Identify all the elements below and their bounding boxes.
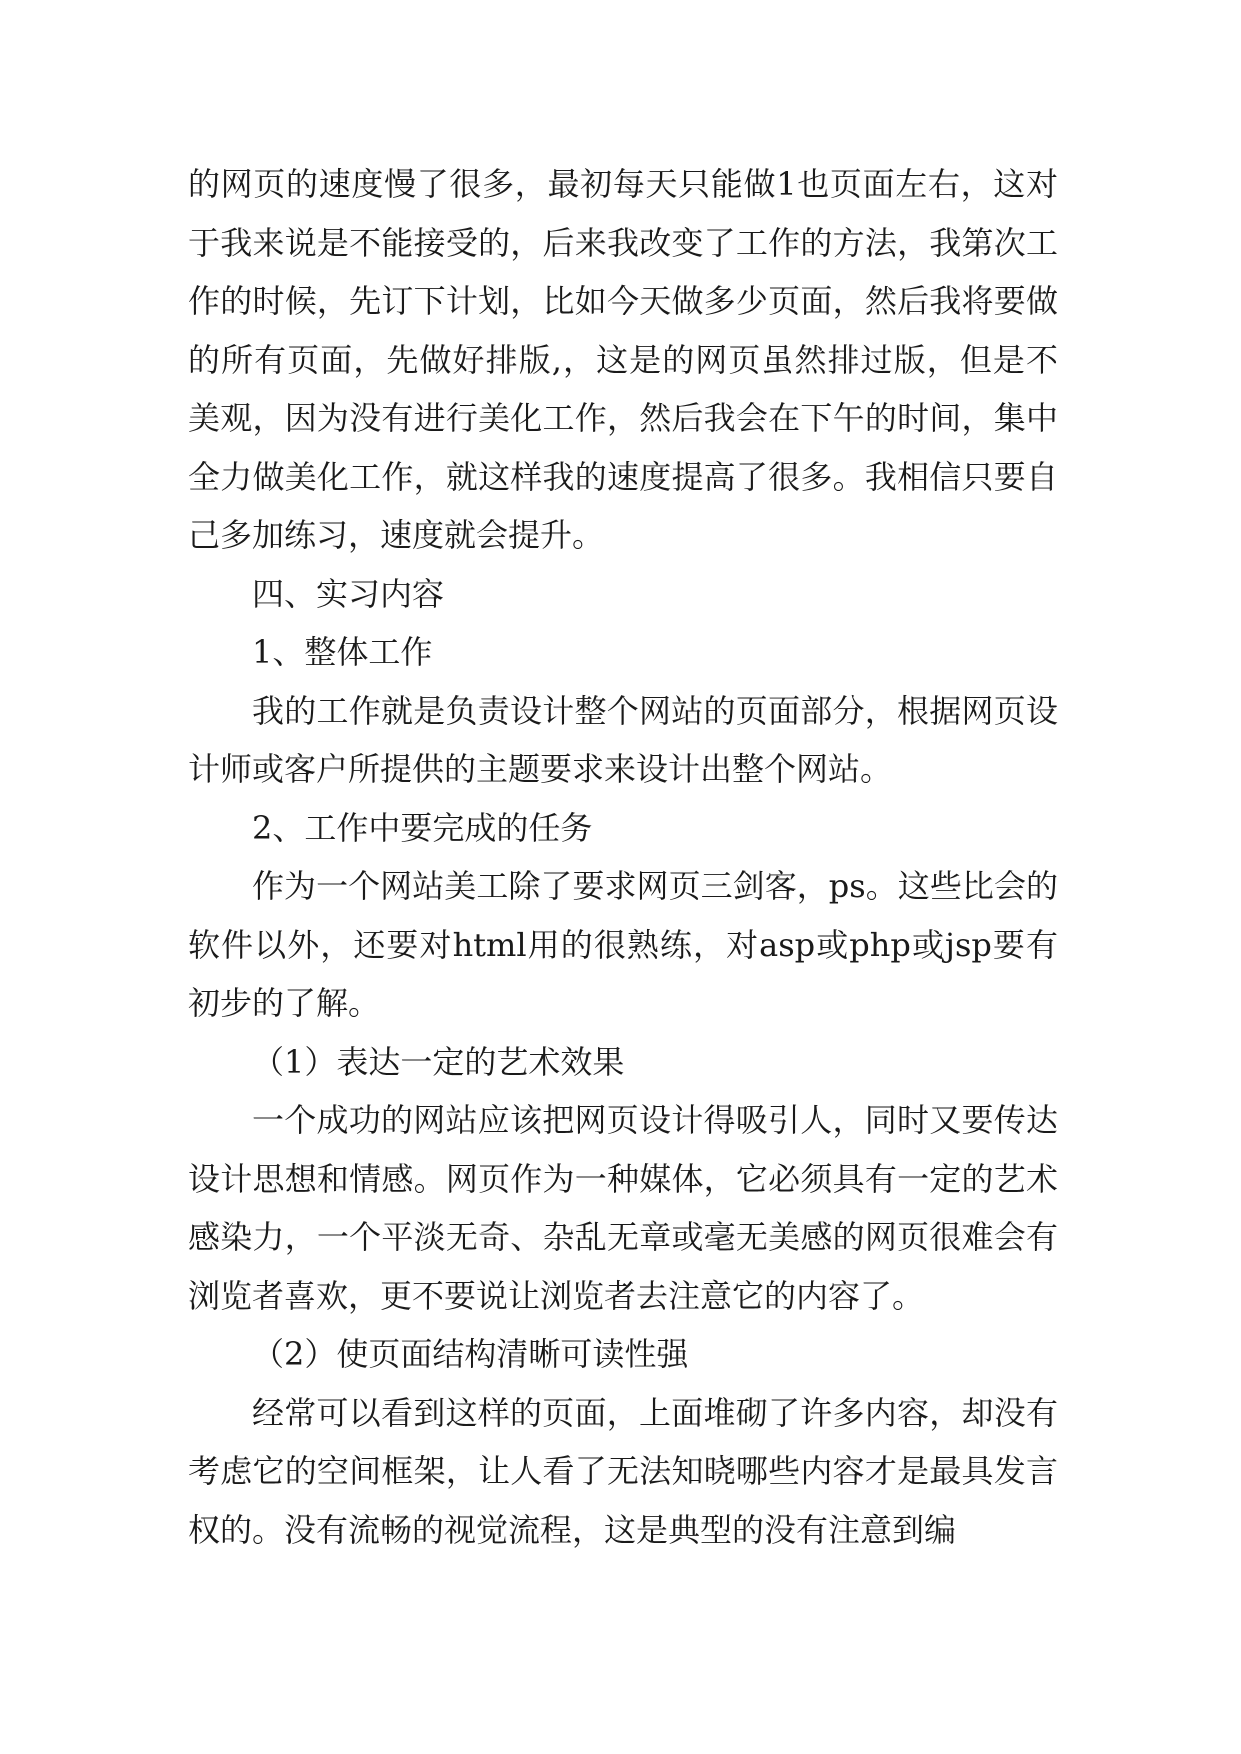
paragraph-artistic-effect: 一个成功的网站应该把网页设计得吸引人，同时又要传达设计思想和情感。网页作为一种媒体，它必须具有一定的艺术感染力，一个平淡无奇、杂乱无章或毫无美感的网页很难会有浏览者喜欢，更不要说让浏览者去注意它的内容了。 xyxy=(188,1101,1058,1315)
item-heading-overall-work: 1、整体工作 xyxy=(252,633,433,671)
subheading-artistic-effect: （1）表达一定的艺术效果 xyxy=(252,1042,625,1081)
paragraph-tasks: 作为一个网站美工除了要求网页三剑客，ps。这些比会的软件以外，还要对html用的很熟练，对asp或php或jsp要有初步的了解。 xyxy=(188,867,1058,1022)
item-heading-tasks: 2、工作中要完成的任务 xyxy=(252,808,593,847)
paragraph-clear-structure: 经常可以看到这样的页面，上面堆砌了许多内容，却没有考虑它的空间框架，让人看了无法知晓哪些内容才是最具发言权的。没有流畅的视觉流程，这是典型的没有注意到编 xyxy=(188,1393,1058,1549)
section-heading-internship-content: 四、实习内容 xyxy=(252,574,445,613)
paragraph-continued: 的网页的速度慢了很多，最初每天只能做1也页面左右，这对于我来说是不能接受的，后来我改变了工作的方法，我第次工作的时候，先订下计划，比如今天做多少页面，然后我将要做的所有页面，先做好排版,，这是的网页虽然排过版，但是不美观，因为没有进行美化工作，然后我会在下午的时间，集中全力做美化工作，就这样我的速度提高了很多。我相信只要自己多加练习，速度就会提升。 xyxy=(188,165,1058,554)
document-body xyxy=(188,155,1058,1559)
subheading-clear-structure: （2）使页面结构清晰可读性强 xyxy=(252,1335,689,1373)
paragraph-overall-work: 我的工作就是负责设计整个网站的页面部分，根据网页设计师或客户所提供的主题要求来设计出整个网站。 xyxy=(188,691,1058,788)
